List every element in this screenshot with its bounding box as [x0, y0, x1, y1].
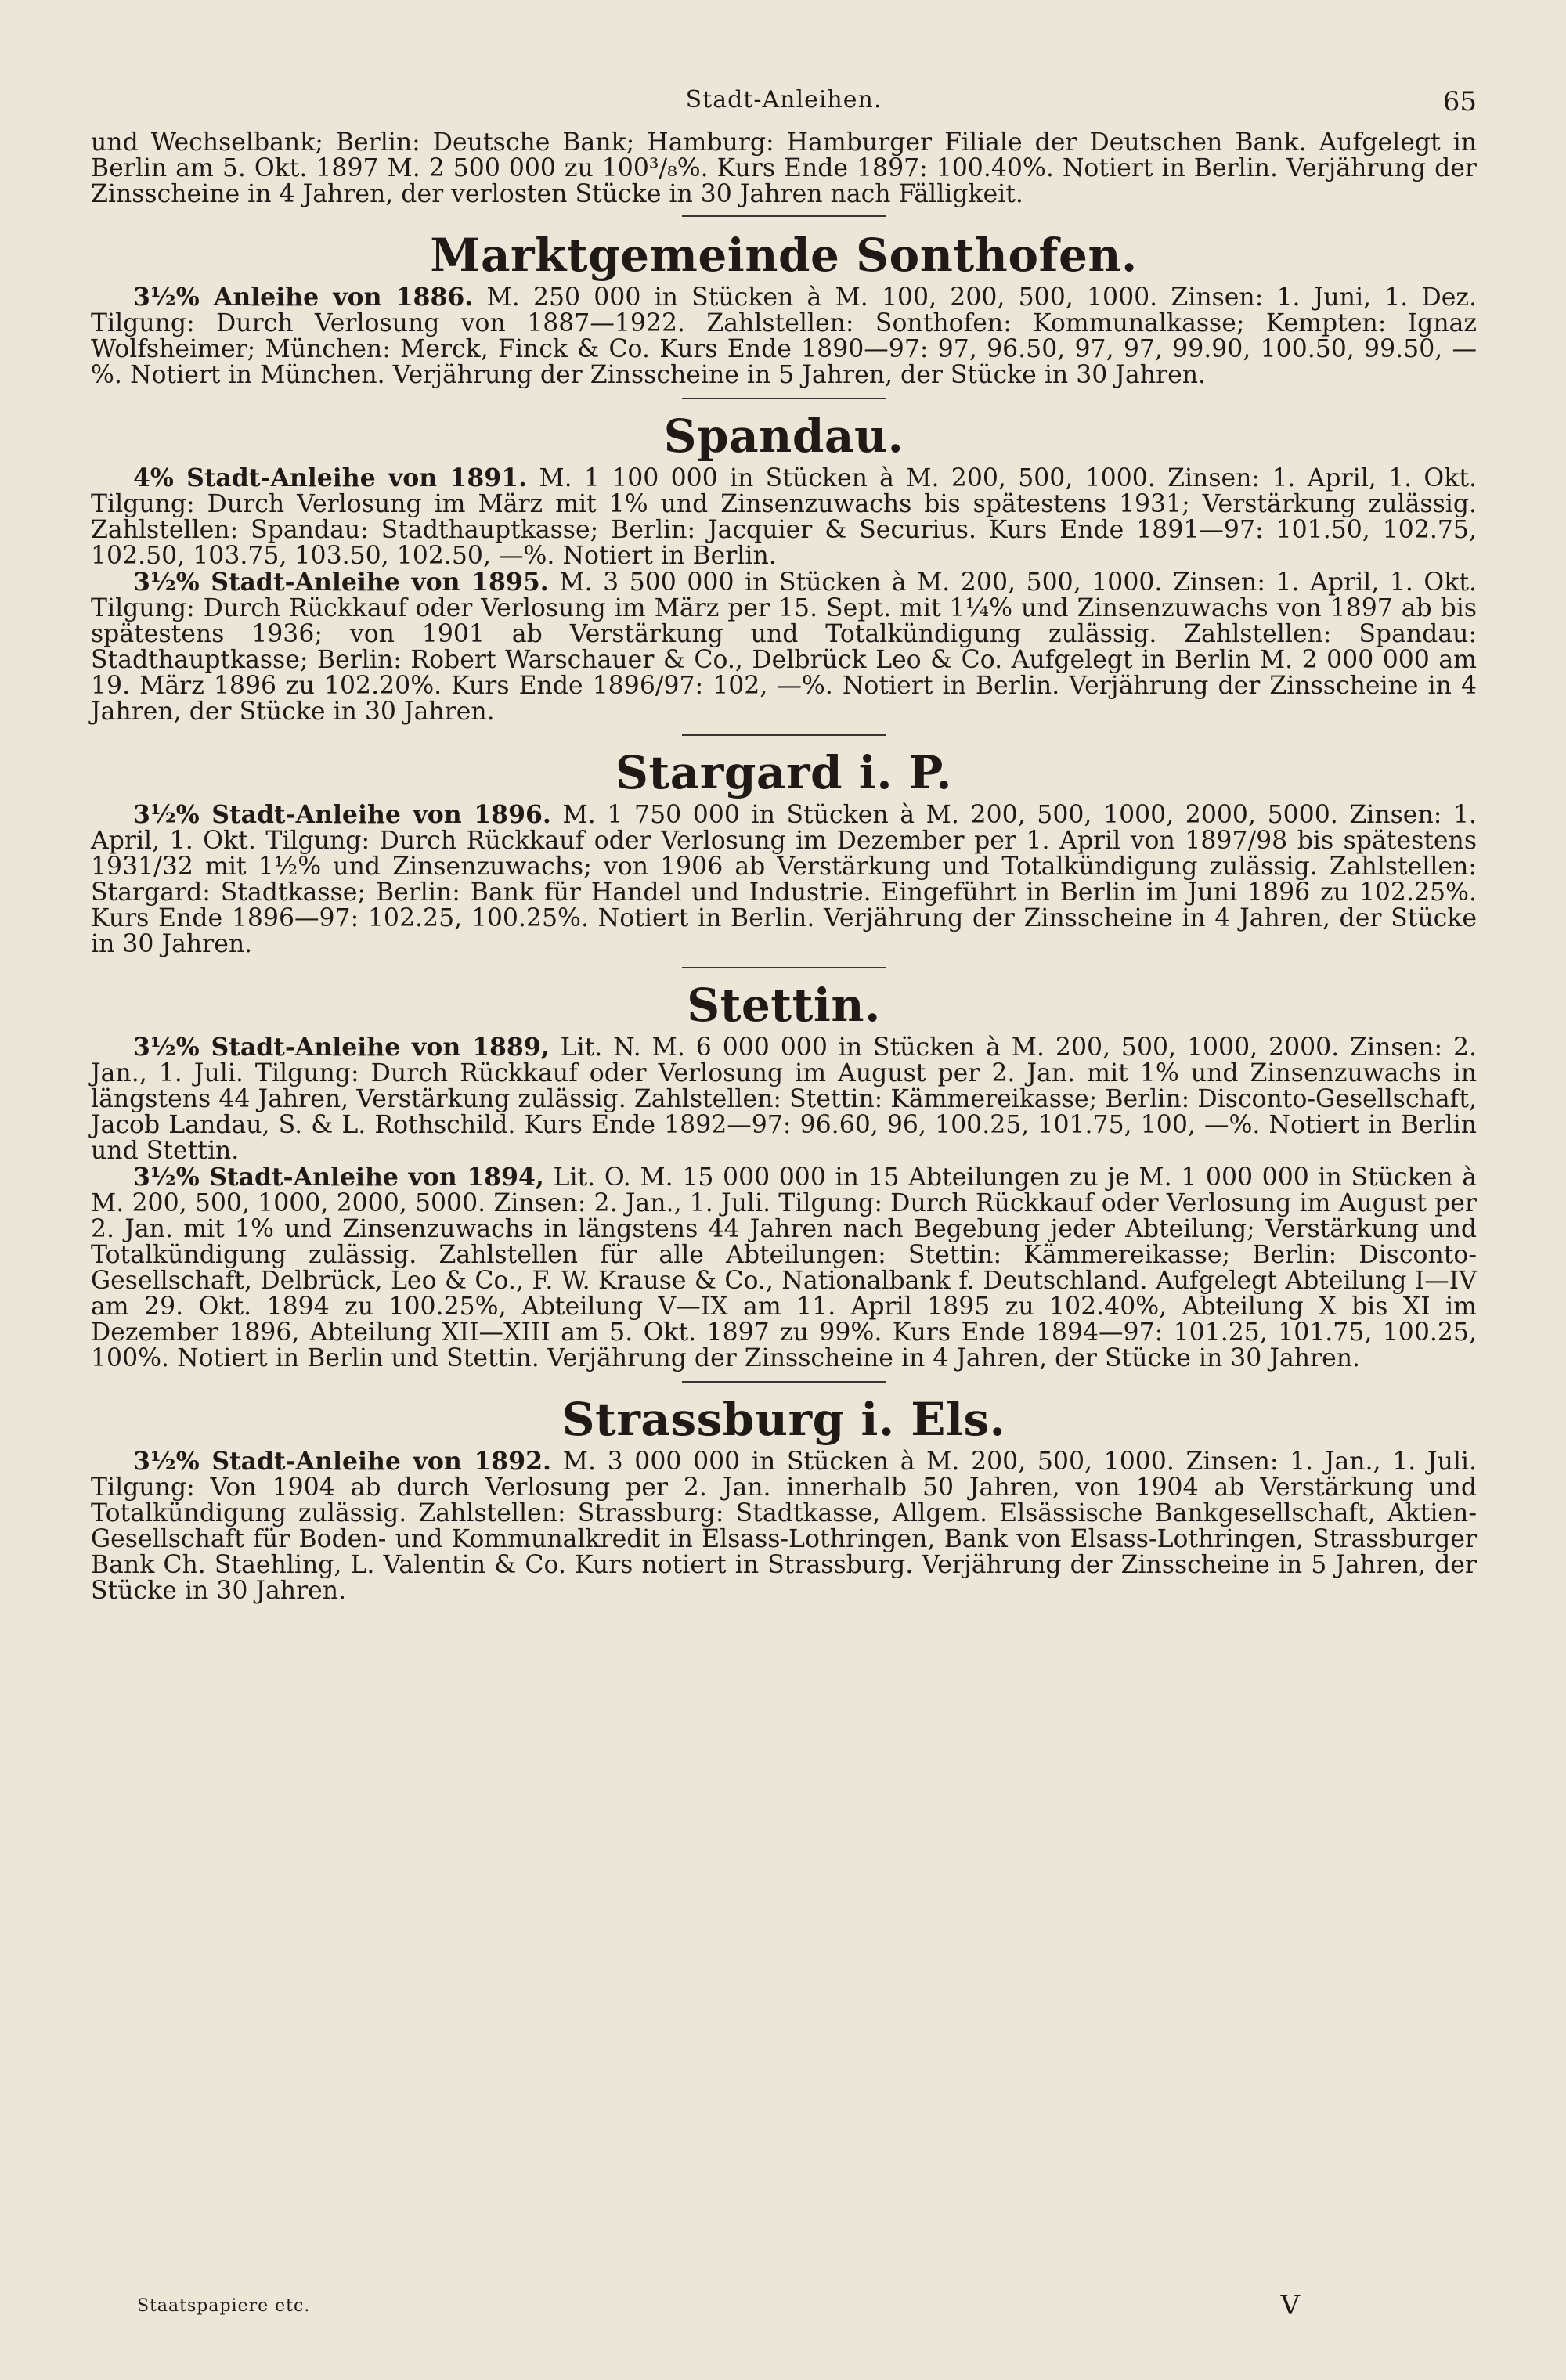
entry-strassburg-1892 — [91, 1448, 1477, 1604]
entry-stettin-1889 — [91, 1034, 1477, 1164]
entry-lead: 3½% Stadt-Anleihe von 1889, — [133, 1033, 550, 1062]
entry-spandau-1891 — [91, 465, 1477, 569]
footer-signature: Staatspapiere etc. — [137, 2296, 311, 2316]
footer-sheet-mark: V — [1280, 2290, 1300, 2321]
continuation-paragraph: und Wechselbank; Berlin: Deutsche Bank; Hamburg: Hamburger Filiale der Deutschen Bank. Aufgelegt in Berlin am 5. Okt. 1897 M. 2 500 000 zu 100³/₈%. Kurs Ende 1897: 100.40%. Notiert in Berlin. Verjährung der Zinsscheine in 4 Jahren, der verlosten Stücke in 30 Jahren nach Fälligkeit. — [91, 128, 1477, 208]
section-divider — [682, 215, 886, 217]
entry-text: M. 250 000 in Stücken à M. 100, 200, 500, 1000. Zinsen: 1. Juni, 1. Dez. Tilgung: Durch Verlosung von 1887—1922. Zahlstellen: Sonthofen: Kommunalkasse; Kempten: Ignaz Wolfsheimer; München: Merck, Finck & Co. Kurs Ende 1890—97: 97, 96.50, 97, 97, 99.90, 100.50, 99.50, —%. Notiert in München. Verjährung der Zinsscheine in 5 Jahren, der Stücke in 30 Jahren. — [91, 283, 1478, 389]
section-divider — [682, 1381, 886, 1383]
entry-stargard-1896 — [91, 802, 1477, 957]
entry-stettin-1894 — [91, 1164, 1477, 1372]
entry-sonthofen-1886 — [91, 284, 1477, 388]
entry-lead: 3½% Stadt-Anleihe von 1892. — [133, 1447, 552, 1476]
entry-lead: 3½% Anleihe von 1886. — [133, 283, 474, 312]
section-heading-stargard: Stargard i. P. — [615, 746, 952, 799]
section-divider — [682, 967, 886, 968]
page-footer — [137, 2290, 1300, 2321]
entry-lead: 4% Stadt-Anleihe von 1891. — [133, 463, 528, 492]
section-heading-spandau: Spandau. — [663, 409, 904, 463]
running-head — [91, 86, 1477, 130]
section-divider — [682, 398, 886, 399]
entry-lead: 3½% Stadt-Anleihe von 1896. — [133, 800, 551, 829]
entry-spandau-1895 — [91, 569, 1477, 725]
page-number: 65 — [1442, 86, 1477, 117]
entry-text: M. 3 500 000 in Stücken à M. 200, 500, 1000. Zinsen: 1. April, 1. Okt. Tilgung: Durch Rückkauf oder Verlosung im März per 15. Sept. mit 1¼% und Zinsenzuwachs von 1897 ab bis spätestens 1936; von 1901 ab Verstärkung und Totalkündigung zulässig. Zahlstellen: Spandau: Stadthauptkasse; Berlin: Robert Warschauer & Co., Delbrück Leo & Co. Aufgelegt in Berlin M. 2 000 000 am 19. März 1896 zu 102.20%. Kurs Ende 1896/97: 102, —%. Notiert in Berlin. Verjährung der Zinsscheine in 4 Jahren, der Stücke in 30 Jahren. — [91, 568, 1478, 726]
section-heading-stettin: Stettin. — [687, 979, 881, 1032]
section-heading-sonthofen: Marktgemeinde Sonthofen. — [430, 229, 1138, 282]
page — [91, 86, 1477, 1604]
entry-text: M. 1 750 000 in Stücken à M. 200, 500, 1000, 2000, 5000. Zinsen: 1. April, 1. Okt. Tilgung: Durch Rückkauf oder Verlosung im Dezember per 1. April von 1897/98 bis spätestens 1931/32 mit 1½% und Zinsenzuwachs; von 1906 ab Verstärkung und Totalkündigung zulässig. Zahlstellen: Stargard: Stadtkasse; Berlin: Bank für Handel und Industrie. Eingeführt in Berlin im Juni 1896 zu 102.25%. Kurs Ende 1896—97: 102.25, 100.25%. Notiert in Berlin. Verjährung der Zinsscheine in 4 Jahren, der Stücke in 30 Jahren. — [91, 801, 1478, 958]
section-divider — [682, 734, 886, 736]
entry-lead: 3½% Stadt-Anleihe von 1894, — [133, 1163, 544, 1192]
section-heading-strassburg: Strassburg i. Els. — [561, 1393, 1006, 1446]
entry-lead: 3½% Stadt-Anleihe von 1895. — [133, 568, 549, 597]
entry-text: Lit. N. M. 6 000 000 in Stücken à M. 200, 500, 1000, 2000. Zinsen: 2. Jan., 1. Juli. Tilgung: Durch Rückkauf oder Verlosung im August per 2. Jan. mit 1% und Zinsenzuwachs in längstens 44 Jahren, Verstärkung zulässig. Zahlstellen: Stettin: Kämmereikasse; Berlin: Disconto-Gesellschaft, Jacob Landau, S. & L. Rothschild. Kurs Ende 1892—97: 96.60, 96, 100.25, 101.75, 100, —%. Notiert in Berlin und Stettin. — [91, 1033, 1478, 1165]
entry-text: M. 1 100 000 in Stücken à M. 200, 500, 1000. Zinsen: 1. April, 1. Okt. Tilgung: Durch Verlosung im März mit 1% und Zinsenzuwachs bis spätestens 1931; Verstärkung zulässig. Zahlstellen: Spandau: Stadthauptkasse; Berlin: Jacquier & Securius. Kurs Ende 1891—97: 101.50, 102.75, 102.50, 103.75, 103.50, 102.50, —%. Notiert in Berlin. — [91, 464, 1477, 570]
entry-text: M. 3 000 000 in Stücken à M. 200, 500, 1000. Zinsen: 1. Jan., 1. Juli. Tilgung: Von 1904 ab durch Verlosung per 2. Jan. innerhalb 50 Jahren, von 1904 ab Verstärkung und Totalkündigung zulässig. Zahlstellen: Strassburg: Stadtkasse, Allgem. Elsässische Bankgesellschaft, Aktien-Gesellschaft für Boden- und Kommunalkredit in Elsass-Lothringen, Bank von Elsass-Lothringen, Strassburger Bank Ch. Staehling, L. Valentin & Co. Kurs notiert in Strassburg. Verjährung der Zinsscheine in 5 Jahren, der Stücke in 30 Jahren. — [91, 1448, 1478, 1605]
running-title: Stadt-Anleihen. — [685, 86, 882, 114]
entry-text: Lit. O. M. 15 000 000 in 15 Abteilungen zu je M. 1 000 000 in Stücken à M. 200, 500, 1000, 2000, 5000. Zinsen: 2. Jan., 1. Juli. Tilgung: Durch Rückkauf oder Verlosung im August per 2. Jan. mit 1% und Zinsenzuwachs in längstens 44 Jahren nach Begebung jeder Abteilung; Verstärkung und Totalkündigung zulässig. Zahlstellen für alle Abteilungen: Stettin: Kämmereikasse; Berlin: Disconto-Gesellschaft, Delbrück, Leo & Co., F. W. Krause & Co., Nationalbank f. Deutschland. Aufgelegt Abteilung I—IV am 29. Okt. 1894 zu 100.25%, Abteilung V—IX am 11. April 1895 zu 102.40%, Abteilung X bis XI im Dezember 1896, Abteilung XII—XIII am 5. Okt. 1897 zu 99%. Kurs Ende 1894—97: 101.25, 101.75, 100.25, 100%. Notiert in Berlin und Stettin. Verjährung der Zinsscheine in 4 Jahren, der Stücke in 30 Jahren. — [91, 1163, 1477, 1372]
